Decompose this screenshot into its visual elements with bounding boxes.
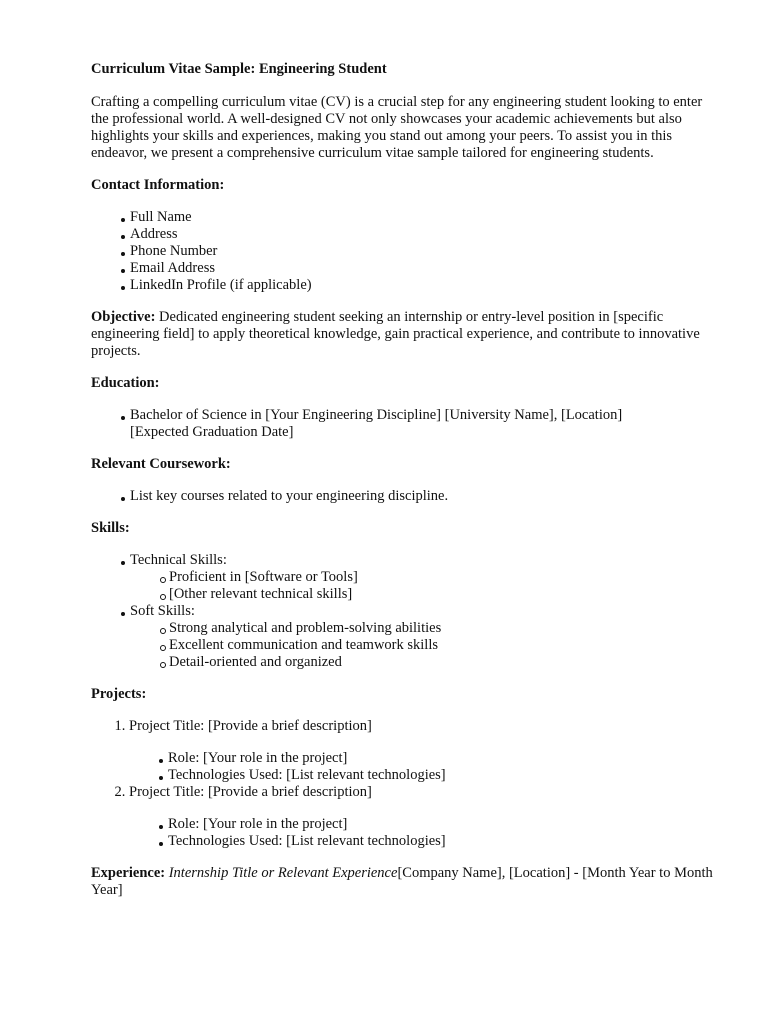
list-item: Phone Number [121, 243, 723, 260]
project-title: Project Title: [Provide a brief description] [129, 718, 372, 734]
experience-paragraph [91, 865, 723, 899]
project-item [129, 718, 723, 784]
contact-list [91, 209, 723, 294]
project-item [129, 784, 723, 850]
projects-heading: Projects: [91, 686, 147, 702]
soft-skills-list [130, 620, 723, 671]
skills-list [91, 552, 723, 671]
document-page [91, 61, 723, 899]
contact-heading: Contact Information: [91, 177, 225, 193]
objective-label: Objective: [91, 309, 156, 325]
coursework-list [91, 488, 723, 505]
technical-skills-list [130, 569, 723, 603]
list-item: Strong analytical and problem-solving abilities [160, 620, 723, 637]
list-item: LinkedIn Profile (if applicable) [121, 277, 723, 294]
experience-title: Internship Title or Relevant Experience [168, 865, 398, 881]
education-heading: Education: [91, 375, 160, 391]
list-item: Technologies Used: [List relevant technologies] [159, 767, 723, 784]
project-details [129, 750, 723, 784]
list-item: Address [121, 226, 723, 243]
projects-list [91, 718, 723, 850]
coursework-heading: Relevant Coursework: [91, 456, 231, 472]
list-item: Detail-oriented and organized [160, 654, 723, 671]
list-item: Email Address [121, 260, 723, 277]
list-item: List key courses related to your engineering discipline. [121, 488, 723, 505]
project-details [129, 816, 723, 850]
skills-heading: Skills: [91, 520, 130, 536]
list-item [121, 552, 723, 603]
list-item: Full Name [121, 209, 723, 226]
list-item: [Other relevant technical skills] [160, 586, 723, 603]
project-title: Project Title: [Provide a brief description] [129, 784, 372, 800]
list-item [121, 603, 723, 671]
experience-label: Experience: [91, 865, 166, 881]
education-list [91, 407, 723, 441]
intro-paragraph: Crafting a compelling curriculum vitae (CV) is a crucial step for any engineering student looking to enter the professional world. A well-designed CV not only showcases your academic achievements but also highlights your skills and experiences, making you stand out among your peers. To assist you in this endeavor, we present a comprehensive curriculum vitae sample tailored for engineering students. [91, 94, 703, 161]
list-item: Excellent communication and teamwork skills [160, 637, 723, 654]
soft-skills-label: Soft Skills: [130, 603, 195, 619]
list-item: Role: [Your role in the project] [159, 750, 723, 767]
objective-text: Dedicated engineering student seeking an internship or entry-level position in [specific engineering field] to apply theoretical knowledge, gain practical experience, and contribute to innovative projects. [91, 309, 700, 359]
list-item: Role: [Your role in the project] [159, 816, 723, 833]
technical-skills-label: Technical Skills: [130, 552, 227, 568]
list-item: Bachelor of Science in [Your Engineering Discipline] [University Name], [Location] [Expected Graduation Date] [121, 407, 723, 441]
document-title: Curriculum Vitae Sample: Engineering Student [91, 61, 387, 77]
list-item: Technologies Used: [List relevant technologies] [159, 833, 723, 850]
experience-text: [Company Name], [Location] - [Month Year to Month Year] [91, 865, 713, 898]
objective-paragraph [91, 309, 723, 360]
list-item: Proficient in [Software or Tools] [160, 569, 723, 586]
